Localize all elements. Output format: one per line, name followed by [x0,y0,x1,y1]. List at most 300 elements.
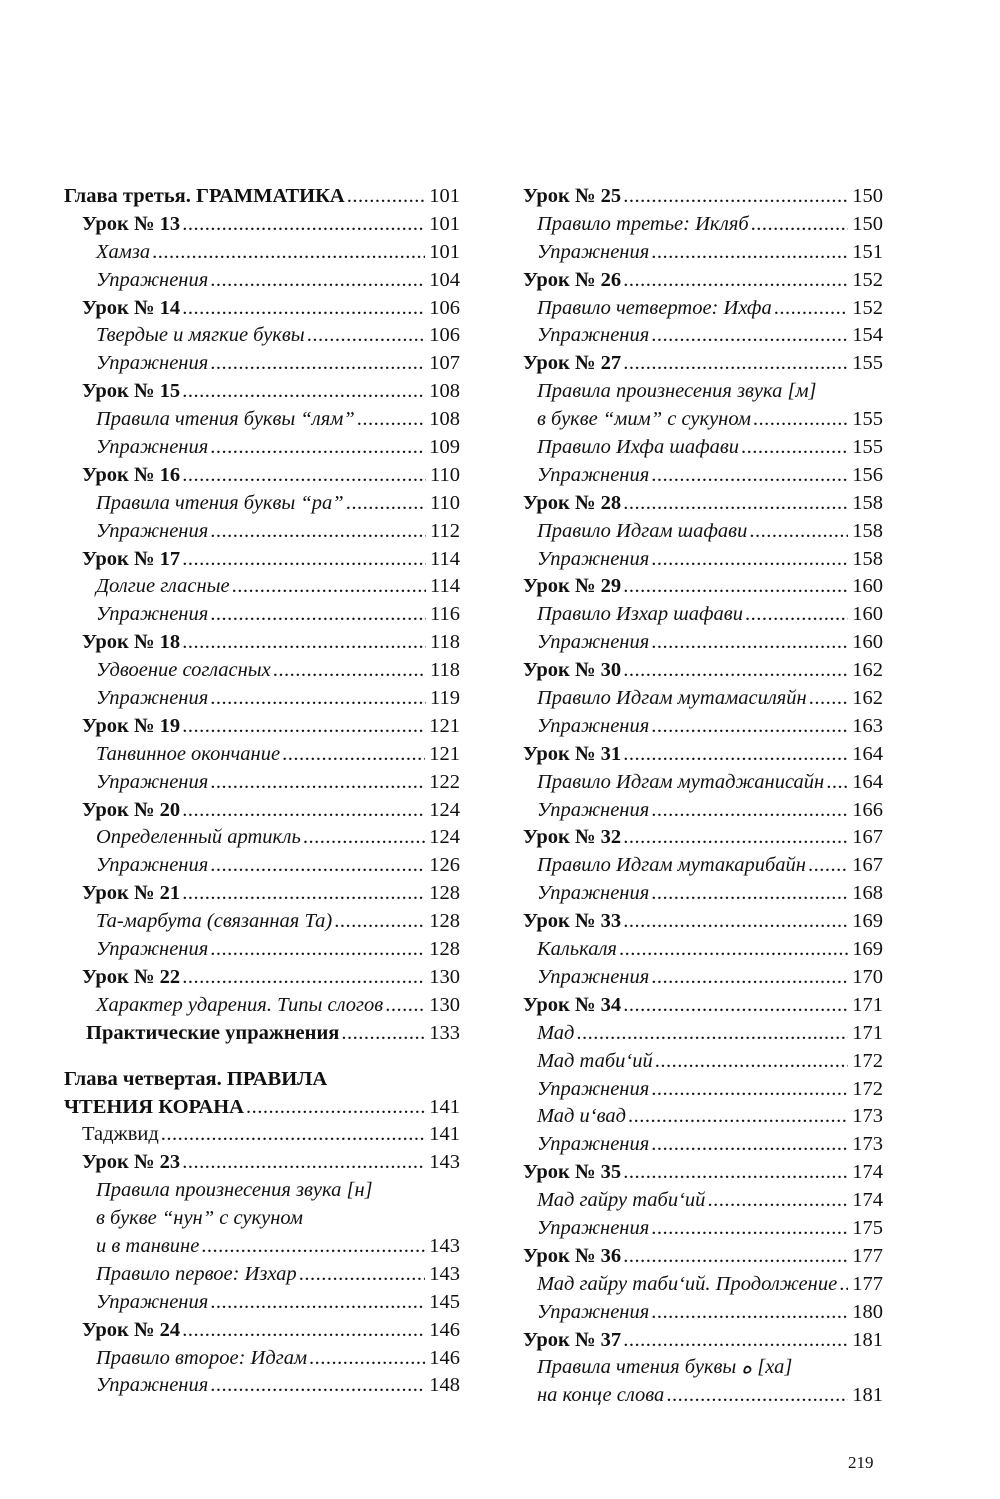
dot-leader [210,267,425,295]
dot-leader [623,183,848,211]
toc-entry-sub[interactable] [505,1299,883,1327]
toc-entry-title: Упражнения [537,547,650,570]
toc-entry-page: 162 [852,687,883,710]
toc-entry-title: Упражнения [537,1077,650,1100]
toc-entry-title: Урок № 34 [523,993,622,1016]
dot-leader [741,434,848,462]
toc-entry-sub[interactable] [64,1177,460,1205]
toc-entry-practice[interactable] [64,1020,460,1048]
toc-entry-page: 114 [430,547,460,570]
toc-entry-page: 167 [852,826,883,849]
toc-entry-sub[interactable] [505,1354,883,1382]
toc-entry-page: 158 [852,491,883,514]
toc-entry-title: и в танвине [96,1234,200,1257]
toc-entry-page: 141 [429,1123,460,1146]
dot-leader [210,769,425,797]
toc-entry-sub[interactable] [505,1215,883,1243]
toc-entry-page: 128 [429,882,460,905]
toc-entry-sub[interactable] [64,685,460,713]
section-gap [64,1048,460,1066]
toc-entry-page: 101 [429,240,460,263]
toc-entry-page: 143 [429,1262,460,1285]
dot-leader [623,824,848,852]
toc-entry-lesson[interactable] [64,211,460,239]
toc-entry-page: 118 [430,631,460,654]
dot-leader [623,992,848,1020]
toc-entry-sub[interactable] [64,936,460,964]
toc-entry-sub[interactable] [64,769,460,797]
toc-entry-page: 116 [430,603,460,626]
dot-leader [666,1382,848,1410]
toc-entry-page: 121 [429,742,460,765]
toc-entry-page: 155 [852,408,883,431]
toc-entry-page: 158 [852,547,883,570]
toc-entry-lesson[interactable] [505,992,883,1020]
toc-entry-page: 122 [429,770,460,793]
toc-entry-title: Правило второе: Идгам [96,1346,308,1369]
toc-entry-page: 152 [852,268,883,291]
toc-entry-title: Урок № 21 [82,882,181,905]
toc-entry-sub[interactable] [64,657,460,685]
toc-entry-sub[interactable] [64,267,460,295]
toc-entry-lesson[interactable] [505,267,883,295]
toc-entry-sub[interactable] [64,490,460,518]
toc-entry-page: 158 [852,519,883,542]
toc-entry-page: 163 [852,714,883,737]
dot-leader [201,1233,425,1261]
toc-entry-sub[interactable] [505,964,883,992]
dot-leader [745,601,848,629]
toc-entry-title: Твердые и мягкие буквы [96,324,305,347]
toc-entry-title: ЧТЕНИЯ КОРАНА [64,1095,244,1118]
toc-entry-page: 108 [429,380,460,403]
toc-entry-sub[interactable] [64,239,460,267]
toc-entry-title: Упражнения [537,714,650,737]
toc-entry-sub[interactable] [64,908,460,936]
toc-entry-page: 172 [852,1077,883,1100]
dot-leader [623,267,848,295]
toc-entry-lesson[interactable] [505,741,883,769]
dot-leader [182,880,425,908]
toc-entry-sub[interactable] [505,629,883,657]
toc-entry-title: в букве “нун” с сукуном [96,1207,303,1230]
dot-leader [210,685,426,713]
dot-leader [623,908,848,936]
toc-entry-title: Урок № 24 [82,1318,181,1341]
dot-leader [182,964,425,992]
toc-entry-page: 171 [852,993,883,1016]
toc-entry-page: 133 [429,1021,460,1044]
toc-entry-title: Глава четвертая. ПРАВИЛА [64,1067,328,1090]
toc-entry-page: 108 [429,408,460,431]
toc-entry-page: 164 [852,770,883,793]
toc-entry-lesson[interactable] [505,573,883,601]
toc-entry-title: Упражнения [537,631,650,654]
toc-entry-title: Урок № 37 [523,1328,622,1351]
toc-entry-title: Урок № 20 [82,798,181,821]
toc-entry-page: 145 [429,1290,460,1313]
toc-entry-sub[interactable] [64,434,460,462]
dot-leader [651,239,848,267]
toc-entry-lesson[interactable] [64,797,460,825]
toc-entry-title: Долгие гласные [96,575,230,598]
toc-entry-lesson[interactable] [64,964,460,992]
dot-leader [628,1103,848,1131]
toc-entry-title: Мад [537,1021,575,1044]
toc-entry-page: 112 [430,519,460,542]
dot-leader [826,769,848,797]
dot-leader [210,936,425,964]
toc-entry-page: 155 [852,436,883,459]
toc-entry-sub[interactable] [64,1233,460,1261]
toc-entry-page: 114 [430,575,460,598]
toc-entry-lesson[interactable] [64,295,460,323]
dot-leader [651,713,848,741]
dot-leader [182,629,426,657]
dot-leader [210,1289,425,1317]
toc-entry-sub[interactable] [505,936,883,964]
dot-leader [623,741,848,769]
toc-entry-title: Упражнения [96,436,209,459]
dot-leader [655,1048,849,1076]
toc-entry-page: 106 [429,296,460,319]
toc-entry-sub[interactable] [505,1103,883,1131]
dot-leader [309,1345,425,1373]
toc-entry-page: 160 [852,631,883,654]
toc-entry-sub[interactable] [64,1261,460,1289]
toc-entry-title: Урок № 28 [523,491,622,514]
dot-leader [334,908,425,936]
toc-entry-title: Урок № 33 [523,910,622,933]
toc-entry-page: 148 [429,1374,460,1397]
toc-entry-title: Правило Идгам мутаджанисайн [537,770,825,793]
toc-entry-page: 121 [429,714,460,737]
toc-entry-page: 124 [429,826,460,849]
dot-leader [619,936,848,964]
dot-leader [182,295,425,323]
toc-entry-page: 124 [429,798,460,821]
toc-entry-page: 174 [852,1189,883,1212]
toc-entry-page: 143 [429,1234,460,1257]
toc-entry-title: Правила произнесения звука [м] [537,380,817,403]
dot-leader [707,1187,848,1215]
toc-entry-sub[interactable] [505,239,883,267]
dot-leader [210,1372,425,1400]
toc-entry-page: 141 [429,1095,460,1118]
dot-leader [651,1131,848,1159]
toc-entry-lesson[interactable] [505,824,883,852]
toc-entry-page: 162 [852,659,883,682]
toc-entry-title: Урок № 29 [523,575,622,598]
dot-leader [357,406,425,434]
toc-entry-page: 110 [430,463,460,486]
toc-entry-sub[interactable] [505,1076,883,1104]
toc-entry-sub[interactable] [505,797,883,825]
toc-entry-title: Характер ударения. Типы слогов [96,993,384,1016]
toc-entry-page: 181 [852,1384,883,1407]
toc-entry-sub[interactable] [64,518,460,546]
toc-entry-title: Упражнения [96,854,209,877]
dot-leader [385,992,425,1020]
toc-entry-chapter[interactable] [64,1094,460,1122]
toc-entry-lesson[interactable] [64,462,460,490]
toc-entry-sub[interactable] [505,769,883,797]
toc-entry-title: Упражнения [96,1374,209,1397]
dot-leader [623,657,848,685]
toc-entry-sub[interactable] [505,685,883,713]
toc-entry-page: 143 [429,1151,460,1174]
dot-leader [273,657,426,685]
toc-entry-title: Упражнения [96,1290,209,1313]
toc-left-column [64,183,460,1400]
toc-entry-sub[interactable] [505,406,883,434]
toc-entry-sub[interactable] [64,992,460,1020]
toc-entry-plain[interactable] [64,1121,460,1149]
toc-entry-title: Танвинное окончание [96,742,281,765]
toc-entry-page: 106 [429,324,460,347]
toc-entry-sub[interactable] [505,601,883,629]
toc-entry-title: Правило Ихфа шафави [537,436,740,459]
toc-entry-page: 151 [852,240,883,263]
toc-entry-title: Урок № 15 [82,380,181,403]
dot-leader [341,1020,425,1048]
dot-leader [182,797,425,825]
toc-entry-page: 180 [852,1300,883,1323]
dot-leader [753,406,848,434]
toc-entry-sub[interactable] [505,1187,883,1215]
dot-leader [576,1020,848,1048]
toc-entry-page: 130 [429,965,460,988]
toc-entry-sub[interactable] [64,1345,460,1373]
toc-entry-lesson[interactable] [505,1327,883,1355]
toc-entry-lesson[interactable] [64,546,460,574]
toc-entry-page: 146 [429,1318,460,1341]
toc-entry-title: Упражнения [96,687,209,710]
toc-entry-page: 101 [429,212,460,235]
dot-leader [182,211,425,239]
toc-entry-title: Урок № 25 [523,185,622,207]
dot-leader [751,211,849,239]
toc-entry-sub[interactable] [505,322,883,350]
toc-entry-sub[interactable] [505,1131,883,1159]
toc-entry-sub[interactable] [64,406,460,434]
toc-entry-lesson[interactable] [505,1243,883,1271]
dot-leader [623,1243,848,1271]
dot-leader [346,490,426,518]
toc-entry-title: Урок № 19 [82,714,181,737]
toc-entry-title: Правило Изхар шафави [537,603,743,626]
toc-entry-title: Правило третье: Икляб [537,212,749,235]
toc-entry-lesson[interactable] [64,713,460,741]
dot-leader [651,629,848,657]
toc-entry-page: 173 [852,1105,883,1128]
toc-entry-sub[interactable] [505,546,883,574]
toc-entry-page: 160 [852,575,883,598]
toc-entry-title: Определенный артикль [96,826,301,849]
toc-entry-lesson[interactable] [64,378,460,406]
dot-leader [182,1149,425,1177]
toc-entry-sub[interactable] [505,880,883,908]
dot-leader [623,573,848,601]
toc-entry-sub[interactable] [64,824,460,852]
dot-leader [809,685,849,713]
toc-entry-page: 181 [852,1328,883,1351]
toc-entry-page: 104 [429,268,460,291]
toc-entry-sub[interactable] [505,713,883,741]
toc-entry-title: Правила чтения буквы ه [ха] [537,1356,793,1379]
dot-leader [210,350,425,378]
toc-entry-title: Упражнения [537,1300,650,1323]
toc-entry-sub[interactable] [505,518,883,546]
toc-entry-sub[interactable] [505,211,883,239]
dot-leader [623,490,848,518]
toc-entry-title: Урок № 35 [523,1161,622,1184]
toc-entry-page: 154 [852,324,883,347]
toc-entry-page: 173 [852,1133,883,1156]
toc-entry-title: Упражнения [537,965,650,988]
toc-entry-page: 128 [429,938,460,961]
toc-entry-title: Упражнения [537,1133,650,1156]
toc-entry-title: Упражнения [96,938,209,961]
dot-leader [210,518,426,546]
toc-entry-sub[interactable] [505,1271,883,1299]
toc-entry-page: 175 [852,1216,883,1239]
toc-entry-title: Мад гайру таби‘ий. Продолжение [537,1272,838,1295]
toc-right-column [505,183,883,1410]
toc-entry-page: 177 [852,1272,883,1295]
dot-leader [623,350,848,378]
toc-entry-title: Упражнения [96,770,209,793]
toc-entry-title: Мад гайру таби‘ий [537,1189,706,1212]
dot-leader [623,1327,848,1355]
toc-entry-sub[interactable] [505,462,883,490]
dot-leader [651,322,848,350]
toc-entry-title: Упражнения [96,352,209,375]
toc-entry-title: Упражнения [537,324,650,347]
toc-entry-lesson[interactable] [505,183,883,211]
toc-entry-sub[interactable] [505,1020,883,1048]
dot-leader [749,518,848,546]
toc-entry-page: 130 [429,993,460,1016]
toc-entry-page: 168 [852,882,883,905]
toc-entry-page: 128 [429,910,460,933]
dot-leader [210,601,426,629]
toc-entry-title: Та-марбута (связанная Та) [96,910,333,933]
toc-entry-title: Упражнения [537,240,650,263]
toc-entry-sub[interactable] [64,741,460,769]
toc-entry-sub[interactable] [505,434,883,462]
toc-entry-title: Упражнения [537,463,650,486]
toc-entry-title: Упражнения [537,882,650,905]
toc-entry-lesson[interactable] [505,490,883,518]
dot-leader [182,462,426,490]
toc-entry-title: Упражнения [96,603,209,626]
toc-entry-sub[interactable] [64,601,460,629]
toc-entry-sub[interactable] [64,1289,460,1317]
toc-entry-sub[interactable] [64,1205,460,1233]
toc-entry-title: Хамза [96,240,151,263]
toc-entry-page: 126 [429,854,460,877]
toc-entry-lesson[interactable] [64,629,460,657]
toc-entry-page: 152 [852,296,883,319]
toc-entry-page: 155 [852,352,883,375]
toc-entry-title: Урок № 26 [523,268,622,291]
dot-leader [210,852,425,880]
toc-entry-sub[interactable] [505,378,883,406]
toc-entry-sub[interactable] [64,1372,460,1400]
toc-entry-page: 169 [852,910,883,933]
dot-leader [152,239,425,267]
toc-entry-title: Правила чтения буквы “ра” [96,491,344,514]
toc-entry-sub[interactable] [64,322,460,350]
toc-entry-title: Правило Идгам шафави [537,519,748,542]
dot-leader [232,573,426,601]
dot-leader [182,713,425,741]
toc-entry-page: 119 [430,687,460,710]
toc-entry-title: Урок № 13 [82,212,181,235]
toc-entry-title: Урок № 32 [523,826,622,849]
toc-entry-lesson[interactable] [64,880,460,908]
toc-entry-lesson[interactable] [505,1159,883,1187]
toc-entry-title: Глава третья. ГРАММАТИКА [64,185,345,207]
toc-entry-lesson[interactable] [64,1317,460,1345]
dot-leader [808,852,848,880]
toc-entry-sub[interactable] [505,1382,883,1410]
dot-leader [210,434,425,462]
toc-entry-sub[interactable] [64,573,460,601]
toc-entry-lesson[interactable] [505,657,883,685]
toc-entry-title: Правило Идгам мутамасиляйн [537,687,807,710]
toc-entry-title: Урок № 23 [82,1151,181,1174]
toc-entry-title: Правила чтения буквы “лям” [96,408,355,431]
toc-entry-title: Урок № 16 [82,463,181,486]
dot-leader [246,1094,425,1122]
toc-entry-title: в букве “мим” с сукуном [537,408,751,431]
toc-entry-page: 172 [852,1049,883,1072]
dot-leader [347,183,426,211]
toc-entry-lesson[interactable] [64,1149,460,1177]
toc-entry-sub[interactable] [64,852,460,880]
toc-entry-title: на конце слова [537,1384,665,1407]
dot-leader [651,797,848,825]
toc-entry-chapter[interactable] [64,183,460,211]
dot-leader [651,1215,848,1243]
toc-entry-lesson[interactable] [505,908,883,936]
dot-leader [282,741,425,769]
toc-entry-sub[interactable] [505,295,883,323]
toc-entry-sub[interactable] [64,350,460,378]
toc-entry-title: Практические упражнения [86,1021,340,1044]
dot-leader [651,462,848,490]
dot-leader [651,964,848,992]
toc-entry-title: Правило Идгам мутакарибайн [537,854,806,877]
toc-entry-title: Калькаля [537,938,617,961]
toc-entry-page: 109 [429,436,460,459]
toc-entry-sub[interactable] [505,852,883,880]
toc-entry-title: Правила произнесения звука [н] [96,1179,373,1202]
toc-entry-lesson[interactable] [505,350,883,378]
toc-entry-page: 171 [852,1021,883,1044]
toc-entry-title: Упражнения [537,1216,650,1239]
toc-entry-chapter[interactable] [64,1066,460,1094]
toc-entry-title: Упражнения [96,519,209,542]
toc-entry-page: 174 [852,1161,883,1184]
toc-entry-page: 164 [852,742,883,765]
dot-leader [182,1317,425,1345]
dot-leader [651,880,848,908]
toc-entry-sub[interactable] [505,1048,883,1076]
toc-entry-page: 150 [852,212,883,235]
